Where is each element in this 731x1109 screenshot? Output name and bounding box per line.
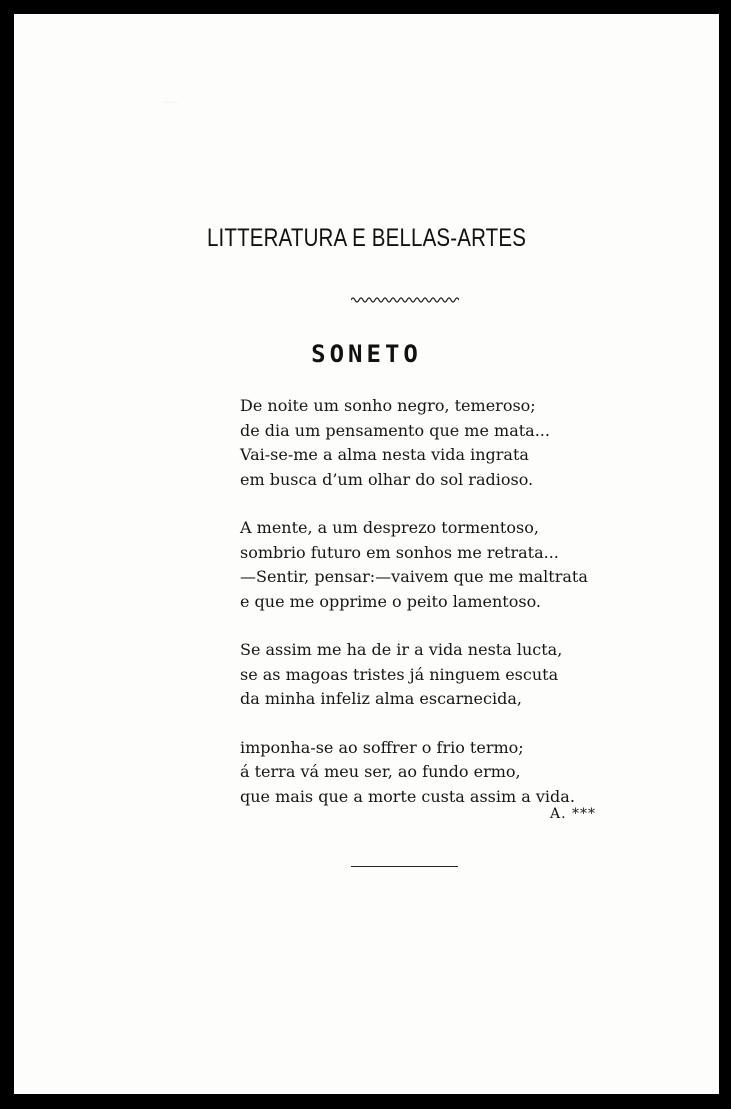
page	[14, 14, 719, 1094]
author-signature: A. ***	[550, 806, 597, 822]
poem-line: Vai-se-me a alma nesta vida ingrata	[240, 445, 529, 464]
poem-line: á terra vá meu ser, ao fundo ermo,	[240, 762, 521, 781]
poem-line: De noite um sonho negro, temeroso;	[240, 396, 536, 415]
poem-line: que mais que a morte custa assim a vida.	[240, 786, 575, 806]
poem-line: se as magoas tristes já ninguem escuta	[240, 664, 559, 684]
poem-body	[240, 394, 588, 809]
section-title: LITTERATURA E BELLAS-ARTES	[206, 224, 527, 252]
poem-line: —Sentir, pensar:—vaivem que me maltrata	[240, 567, 588, 586]
poem-line: sombrio futuro em sonhos me retrata...	[240, 542, 559, 562]
bleed-through-decoration: —	[164, 94, 178, 110]
stanza	[240, 394, 588, 492]
stanza	[240, 736, 588, 810]
stanza	[240, 638, 588, 712]
closing-rule	[351, 866, 458, 867]
poem-line: imponha-se ao soffrer o frio termo;	[240, 737, 524, 757]
poem-line: em busca d’um olhar do sol radioso.	[240, 469, 534, 489]
poem-title: SONETO	[311, 340, 422, 368]
wavy-ornament	[351, 296, 459, 304]
poem-line: Se assim me ha de ir a vida nesta lucta,	[240, 640, 563, 659]
poem-line: de dia um pensamento que me mata...	[240, 420, 550, 440]
poem-line: A mente, a um desprezo tormentoso,	[240, 518, 539, 537]
poem-line: e que me opprime o peito lamentoso.	[240, 591, 541, 611]
poem-line: da minha infeliz alma escarnecida,	[240, 689, 522, 708]
stanza	[240, 516, 588, 614]
